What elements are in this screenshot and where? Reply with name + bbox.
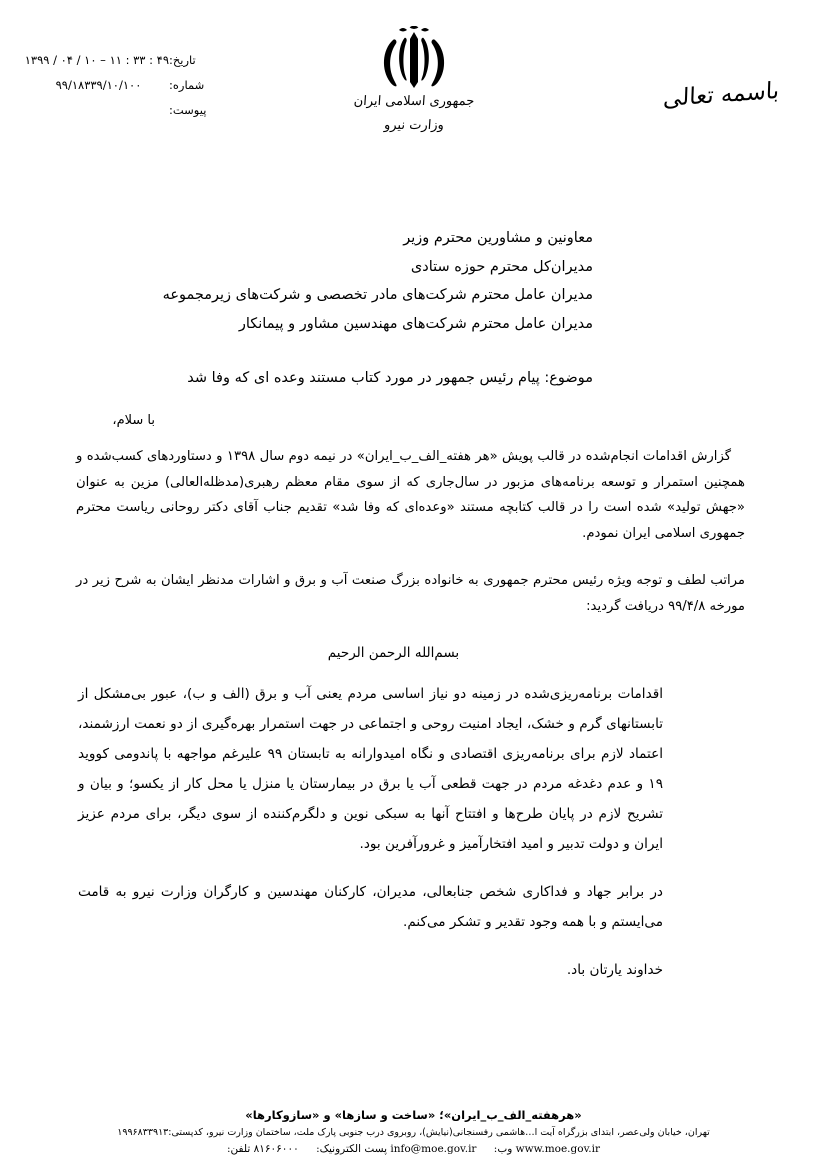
quote-paragraph: در برابر جهاد و فداکاری شخص جنابعالی، مدیران، کارکنان مهندسین و کارگران وزارت نیرو به قامت می‌ایستم و با همه وجود تقدیر و تشکر می‌کنم.: [78, 884, 663, 930]
letterhead: [0, 26, 827, 166]
footer-email-label: پست الکترونیک:: [316, 1143, 387, 1155]
footer-phone: [227, 1143, 299, 1155]
paragraph-2: مراتب لطف و توجه ویژه رئیس محترم جمهوری به خانواده بزرگ صنعت آب و برق و اشارات مدنظر ایشان به شرح زیر در مورخه ۹۹/۴/۸ دریافت گردید:: [76, 573, 745, 614]
addressee-item: مدیران عامل محترم شرکت‌های مهندسین مشاور و پیمانکار: [238, 315, 593, 332]
quote-closing: خداوند یارتان باد.: [566, 962, 663, 978]
footer-email-value: info@moe.gov.ir: [390, 1143, 477, 1155]
letterhead-footer: [0, 1108, 827, 1157]
addressee-item: مدیران‌کل محترم حوزه ستادی: [410, 258, 593, 275]
quote-paragraph: اقدامات برنامه‌ریزی‌شده در زمینه دو نیاز اساسی مردم یعنی آب و برق (الف و ب)، عبور بی‌مشکل از تابستانهای گرم و خشک، ایجاد امنیت روحی و اجتماعی در جهت استمرار بهره‌گیری از دو نعمت ارزشمند، اعتماد لازم برای برنامه‌ریزی اقتصادی و نگاه امیدوارانه به تابستان ۹۹ علیرغم مواجهه با پاندومی کووید ۱۹ و عدم دغدغه مردم در جهت قطعی آب یا برق در بیمارستان یا منزل یا محل کار از یکسو؛ و بیان و تشریح لازم در پایان طرح‌ها و افتتاح آنها به سبکی نوین و دلگرم‌کننده از سوی دیگر، برای مردم عزیز ایران و دولت تدبیر و امید افتخارآمیز و غرورآفرین بود.: [78, 686, 663, 852]
document-meta: [24, 48, 231, 123]
subject-line: موضوع: پیام رئیس جمهور در مورد کتاب مستند وعده ای که وفا شد: [187, 370, 593, 386]
ministry-emblem: [314, 26, 514, 133]
attachment-label: پیوست:: [169, 103, 207, 117]
greeting-line: با سلام،: [112, 413, 155, 428]
addressee-item: معاونین و مشاورین محترم وزیر: [403, 230, 593, 246]
footer-slogan: «هرهفته_الف_ب_ایران»؛ «ساخت و سازها» و «سازوکارها»: [245, 1108, 582, 1122]
basmala-heading: باسمه تعالی: [662, 77, 780, 113]
number-value: ۹۹/۱۸۳۳۹/۱۰/۱۰۰: [55, 78, 142, 92]
date-label: تاریخ:: [169, 53, 196, 67]
addressee-item: مدیران عامل محترم شرکت‌های مادر تخصصی و شرکت‌های زیرمجموعه: [162, 287, 593, 303]
footer-address: تهران، خیابان ولی‌عصر، ابتدای بزرگراه آیت ا…هاشمی رفسنجانی(نیایش)، روبروی درب جنوبی پارک ملت، ساختمان وزارت نیرو، کدپستی:۱۹۹۶۸۳۳۹۱۳: [117, 1127, 710, 1138]
date-value: ۱۳۹۹ / ۰۴ / ۱۰ – ۱۱ : ۳۳ : ۴۹: [24, 53, 169, 67]
footer-email: [313, 1143, 477, 1155]
iran-emblem-icon: [368, 26, 460, 92]
footer-phone-label: تلفن:: [227, 1143, 251, 1155]
emblem-country-label: جمهوری اسلامی ایران: [352, 94, 475, 109]
number-label: شماره:: [169, 78, 205, 92]
footer-phone-value: ۸۱۶۰۶۰۰۰: [253, 1143, 299, 1155]
meta-row-date: [24, 48, 231, 73]
footer-web-label: وب:: [493, 1143, 513, 1155]
meta-row-number: [28, 73, 231, 98]
addressee-list: [38, 224, 789, 338]
letter-body: [38, 224, 789, 1003]
bismillah-line: بسم‌الله الرحمن الرحیم: [327, 645, 460, 661]
meta-row-attachment: [28, 98, 231, 123]
paragraph-1: گزارش اقدامات انجام‌شده در قالب پویش «هر هفته_الف_ب_ایران» در نیمه دوم سال ۱۳۹۸ و دستاوردهای کسب‌شده و همچنین استمرار و توسعه برنامه‌های مزبور در سال‌جاری که از سوی مقام معظم رهبری(مدظله‌العالی) مزین به عنوان «جهش تولید» شده است را در قالب کتابچه مستند «وعده‌ای که وفا شد» تقدیم جناب آقای دکتر روحانی ریاست محترم جمهوری اسلامی ایران نمودم.: [76, 449, 745, 541]
footer-web: [490, 1143, 600, 1155]
footer-contacts: [0, 1141, 827, 1157]
president-message-quote: [38, 679, 789, 985]
emblem-ministry-label: وزارت نیرو: [383, 118, 444, 133]
footer-web-value: www.moe.gov.ir: [515, 1143, 600, 1155]
